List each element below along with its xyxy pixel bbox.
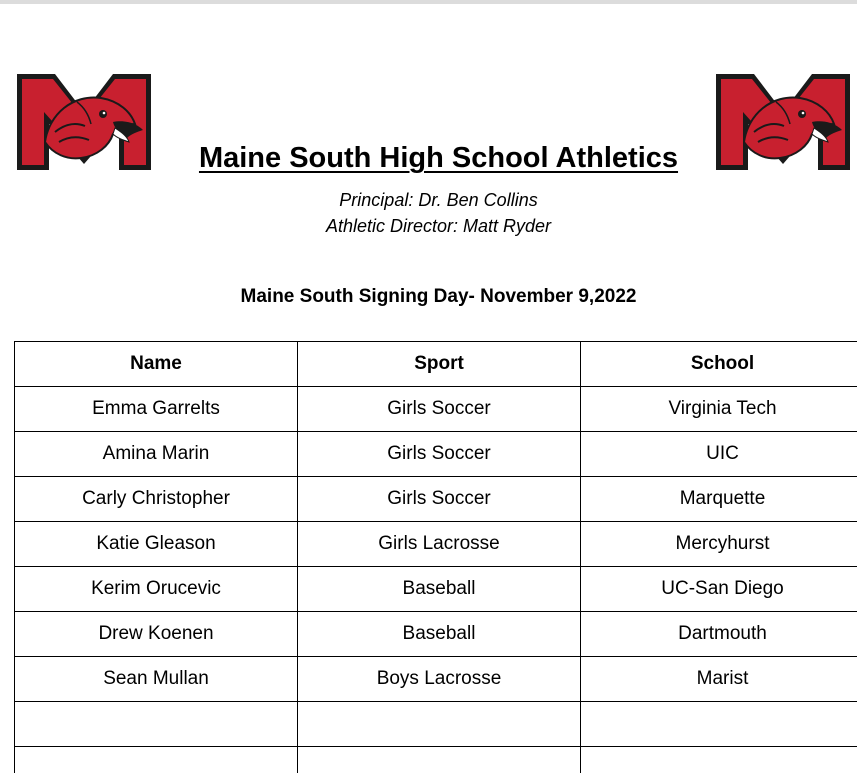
athlete-name: Emma Garrelts xyxy=(15,387,298,432)
athlete-sport: Girls Soccer xyxy=(298,432,581,477)
table-row xyxy=(15,612,857,657)
athletic-director-line: Athletic Director: Matt Ryder xyxy=(325,216,552,236)
table-row xyxy=(15,432,857,477)
page-title: Maine South High School Athletics xyxy=(198,142,679,174)
principal-line: Principal: Dr. Ben Collins xyxy=(339,190,538,210)
athlete-name xyxy=(15,702,298,747)
table-row-empty xyxy=(15,747,857,773)
athlete-name: Kerim Orucevic xyxy=(15,567,298,612)
athlete-school: UIC xyxy=(581,432,857,477)
athlete-sport: Baseball xyxy=(298,612,581,657)
athlete-school: Mercyhurst xyxy=(581,522,857,567)
page-top-edge xyxy=(0,0,857,4)
table-row xyxy=(15,522,857,567)
column-header-name: Name xyxy=(15,342,298,387)
athlete-name: Sean Mullan xyxy=(15,657,298,702)
athlete-school xyxy=(581,747,857,773)
athlete-sport: Baseball xyxy=(298,567,581,612)
athlete-sport xyxy=(298,702,581,747)
athlete-school xyxy=(581,702,857,747)
athlete-school: Virginia Tech xyxy=(581,387,857,432)
signing-day-table xyxy=(14,341,857,773)
athlete-name: Drew Koenen xyxy=(15,612,298,657)
athlete-sport: Girls Soccer xyxy=(298,477,581,522)
athlete-name: Amina Marin xyxy=(15,432,298,477)
event-title: Maine South Signing Day- November 9,2022 xyxy=(240,286,637,307)
athlete-school: Marquette xyxy=(581,477,857,522)
table-row xyxy=(15,657,857,702)
column-header-school: School xyxy=(581,342,857,387)
table-row xyxy=(15,387,857,432)
athlete-sport xyxy=(298,747,581,773)
athlete-sport: Girls Soccer xyxy=(298,387,581,432)
table-row-empty xyxy=(15,702,857,747)
table-row xyxy=(15,477,857,522)
table-row xyxy=(15,567,857,612)
column-header-sport: Sport xyxy=(298,342,581,387)
athlete-school: Dartmouth xyxy=(581,612,857,657)
athlete-name: Carly Christopher xyxy=(15,477,298,522)
athlete-school: UC-San Diego xyxy=(581,567,857,612)
athlete-sport: Girls Lacrosse xyxy=(298,522,581,567)
athlete-name: Katie Gleason xyxy=(15,522,298,567)
athlete-school: Marist xyxy=(581,657,857,702)
table-header-row xyxy=(15,342,857,387)
athlete-sport: Boys Lacrosse xyxy=(298,657,581,702)
athlete-name xyxy=(15,747,298,773)
